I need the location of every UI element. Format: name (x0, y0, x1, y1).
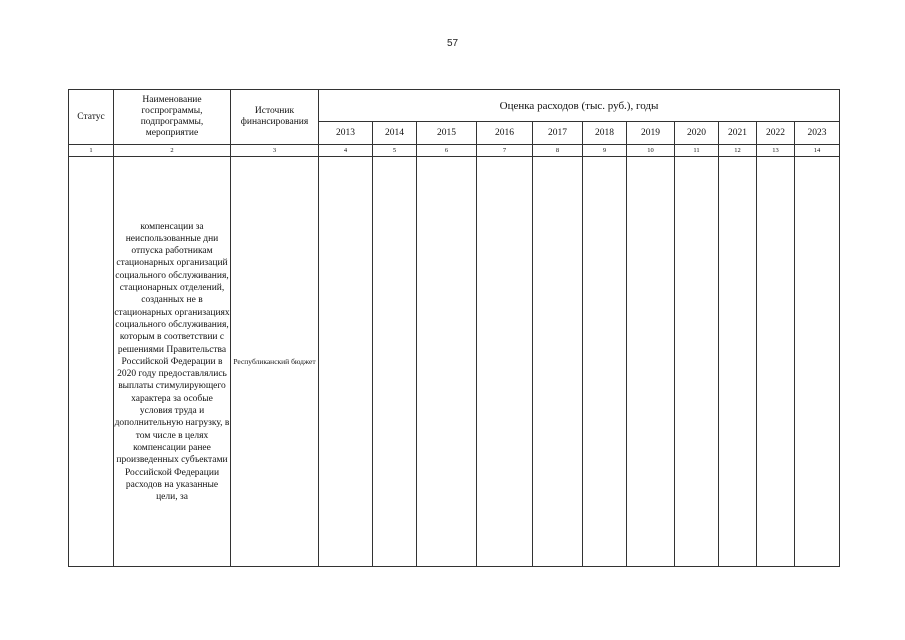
status-cell (69, 157, 114, 567)
year-value-cell (477, 157, 533, 567)
year-value-cell (719, 157, 757, 567)
header-year: 2022 (757, 122, 795, 145)
column-number: 1 (69, 145, 114, 157)
year-value-cell (373, 157, 417, 567)
column-number: 14 (795, 145, 840, 157)
header-year: 2020 (675, 122, 719, 145)
column-number: 2 (114, 145, 231, 157)
header-year: 2023 (795, 122, 840, 145)
year-value-cell (795, 157, 840, 567)
budget-table (68, 89, 840, 567)
year-value-cell (627, 157, 675, 567)
column-number: 6 (417, 145, 477, 157)
header-year: 2016 (477, 122, 533, 145)
header-status: Статус (69, 90, 114, 145)
column-number: 5 (373, 145, 417, 157)
header-year: 2015 (417, 122, 477, 145)
header-year: 2018 (583, 122, 627, 145)
header-estimate: Оценка расходов (тыс. руб.), годы (319, 90, 840, 122)
column-number: 12 (719, 145, 757, 157)
year-value-cell (319, 157, 373, 567)
measure-name-cell: компенсации за неиспользованные дни отпуска работникам стационарных организаций социального обслуживания, стационарных отделений, созданных не в стационарных организациях социального обслуживания, которым в соответствии с решениями Правительства Российской Федерации в 2020 году предоставлялись выплаты стимулирующего характера за особые условия труда и дополнительную нагрузку, в том числе в целях компенсации ранее произведенных субъектами Российской Федерации расходов на указанные цели, за (114, 157, 231, 567)
column-number: 7 (477, 145, 533, 157)
header-year: 2013 (319, 122, 373, 145)
header-source: Источник финансирования (231, 90, 319, 145)
year-value-cell (675, 157, 719, 567)
year-value-cell (417, 157, 477, 567)
column-number: 9 (583, 145, 627, 157)
year-value-cell (583, 157, 627, 567)
column-number: 10 (627, 145, 675, 157)
funding-source-cell: Республиканский бюджет (231, 157, 319, 567)
header-name: Наименование госпрограммы, подпрограммы, мероприятие (114, 90, 231, 145)
page-number: 57 (446, 38, 459, 49)
header-year: 2021 (719, 122, 757, 145)
column-number: 11 (675, 145, 719, 157)
column-number: 3 (231, 145, 319, 157)
column-number: 8 (533, 145, 583, 157)
year-value-cell (533, 157, 583, 567)
header-year: 2014 (373, 122, 417, 145)
header-year: 2019 (627, 122, 675, 145)
header-year: 2017 (533, 122, 583, 145)
column-number: 4 (319, 145, 373, 157)
column-number: 13 (757, 145, 795, 157)
year-value-cell (757, 157, 795, 567)
